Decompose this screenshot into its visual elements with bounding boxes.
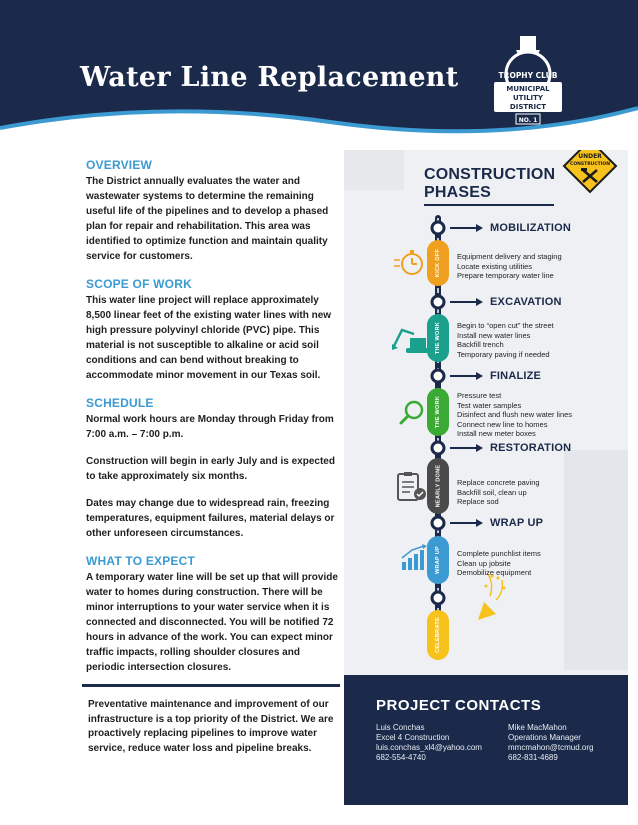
section-divider xyxy=(82,684,340,687)
task-item: Install new meter boxes xyxy=(457,429,536,438)
phase-label-nearly-done: NEARLY DONE xyxy=(427,458,449,514)
phase-label-the-work-1: THE WORK xyxy=(427,314,449,362)
task-item: Prepare temporary water line xyxy=(457,271,554,280)
task-item: Equipment delivery and staging xyxy=(457,252,562,261)
logo-line-1: MUNICIPAL xyxy=(506,85,550,93)
phase-heading-finalize: FINALIZE xyxy=(490,370,542,382)
phase-heading-mobilization: MOBILIZATION xyxy=(490,222,572,234)
task-item: Install new water lines xyxy=(457,330,531,340)
magnifier-icon xyxy=(401,402,422,423)
tasks-mobilization xyxy=(457,252,562,281)
task-item: Disinfect and flush new water lines xyxy=(457,410,573,419)
task-item: Test water samples xyxy=(457,400,522,410)
task-item: Temporary paving if needed xyxy=(457,349,550,359)
page-title: Water Line Replacement xyxy=(80,62,459,93)
contact-name: Luis Conchas xyxy=(376,723,425,732)
phase-heading-restoration: RESTORATION xyxy=(490,442,572,454)
expect-text: A temporary water line will be set up that will provide water to homes during construction. There will be minor interruptions to your water service when it is connected and disconnected. You will be notified 72 hours in advance of the work. You can expect minor traffic impacts, rolling shoulder closures and periodic intersection closures. xyxy=(86,572,338,673)
logo-line-2: UTILITY xyxy=(513,94,543,102)
task-item: Demobilize equipment xyxy=(457,568,532,577)
phases-title-line-2: PHASES xyxy=(424,184,491,201)
node-finalize xyxy=(432,370,483,382)
schedule-start: Construction will begin in early July and is expected to take approximately six months. xyxy=(86,456,335,482)
node-mobilization xyxy=(432,222,483,234)
logo-line-3: DISTRICT xyxy=(509,103,547,111)
contact-name: Mike MacMahon xyxy=(508,723,567,732)
task-item: Connect new line to homes xyxy=(457,419,548,429)
task-item: Complete punchlist items xyxy=(457,549,541,558)
contact-phone[interactable]: 682-831-4689 xyxy=(508,753,558,762)
task-item: Clean up jobsite xyxy=(457,558,511,568)
node-wrap-up xyxy=(432,517,483,529)
contact-email[interactable]: mmcmahon@tcmud.org xyxy=(508,743,594,752)
tasks-wrap-up xyxy=(457,549,541,578)
phase-label-kick-off: KICK OFF xyxy=(427,240,449,286)
contact-company: Operations Manager xyxy=(508,733,581,742)
schedule-disclaimer: Dates may change due to widespread rain, freezing temperatures, equipment failures, material delays or other unforeseen circumstances. xyxy=(86,498,335,539)
contact-email[interactable]: luis.conchas_xl4@yahoo.com xyxy=(376,743,482,752)
task-item: Replace sod xyxy=(457,497,499,506)
node-restoration xyxy=(432,442,483,454)
checklist-icon xyxy=(398,472,426,500)
project-contacts xyxy=(344,675,628,805)
header-banner xyxy=(0,0,638,150)
logo-top-text: TROPHY CLUB xyxy=(498,71,558,80)
phase-label-wrap-up: WRAP UP xyxy=(427,536,449,584)
overview-text: The District annually evaluates the water and wastewater systems to determine the remaining useful life of the pipelines and to develop a phased plan for repair and rehabilitation. This area was identified to optimize function and maintain quality service for customers. xyxy=(86,176,329,262)
node-excavation xyxy=(432,296,483,308)
phase-label-the-work-2: THE WORK xyxy=(427,388,449,436)
task-item: Begin to “open cut” the street xyxy=(457,321,554,330)
celebration-icon xyxy=(478,574,506,620)
tasks-finalize xyxy=(457,391,572,439)
phase-heading-excavation: EXCAVATION xyxy=(490,296,562,308)
tasks-excavation xyxy=(457,321,554,359)
tasks-restoration xyxy=(457,478,540,507)
logo-badge: NO. 1 xyxy=(518,117,538,124)
under-construction-sign xyxy=(564,150,616,192)
contacts-heading: PROJECT CONTACTS xyxy=(376,697,542,714)
left-column xyxy=(86,158,338,675)
contact-company: Excel 4 Construction xyxy=(376,733,450,742)
overview-heading: OVERVIEW xyxy=(86,158,153,172)
scope-text: This water line project will replace approximately 8,500 linear feet of the existing water lines with new high pressure polyvinyl chloride (PVC) pipe. This material is not susceptible to alkaline or acid soil conditions and can bend without breaking to accommodate minor movement in our Texas soil. xyxy=(86,295,332,381)
phase-heading-wrap-up: WRAP UP xyxy=(490,517,544,529)
task-item: Replace concrete paving xyxy=(457,478,540,487)
phase-label-celebrate: CELEBRATE xyxy=(427,610,449,660)
task-item: Pressure test xyxy=(457,391,502,400)
expect-heading: WHAT TO EXPECT xyxy=(86,554,196,568)
growth-chart-icon xyxy=(402,544,427,570)
contact-phone[interactable]: 682-554-4740 xyxy=(376,753,426,762)
task-item: Locate existing utilities xyxy=(457,261,533,271)
phases-title-line-1: CONSTRUCTION xyxy=(424,166,556,183)
sign-line-1: UNDER xyxy=(578,153,602,160)
task-item: Backfill trench xyxy=(457,340,504,349)
phases-title-underline xyxy=(424,204,554,206)
phases-title xyxy=(424,166,555,202)
node-end xyxy=(432,592,444,604)
schedule-heading: SCHEDULE xyxy=(86,396,154,410)
stopwatch-icon xyxy=(394,250,422,274)
contact-card-1 xyxy=(376,723,482,763)
scope-heading: SCOPE OF WORK xyxy=(86,277,192,291)
district-logo xyxy=(480,34,576,128)
contact-card-2 xyxy=(508,723,593,763)
sign-line-2: CONSTRUCTION xyxy=(570,162,610,167)
excavator-icon xyxy=(392,330,430,353)
closing-statement: Preventative maintenance and improvement of our infrastructure is a top priority of the District. We are proactively replacing pipelines to improve water service, reduce water loss and pipeline breaks. xyxy=(88,699,334,754)
task-item: Backfill soil, clean up xyxy=(457,487,527,497)
schedule-hours: Normal work hours are Monday through Friday from 7:00 a.m. – 7:00 p.m. xyxy=(86,414,334,440)
